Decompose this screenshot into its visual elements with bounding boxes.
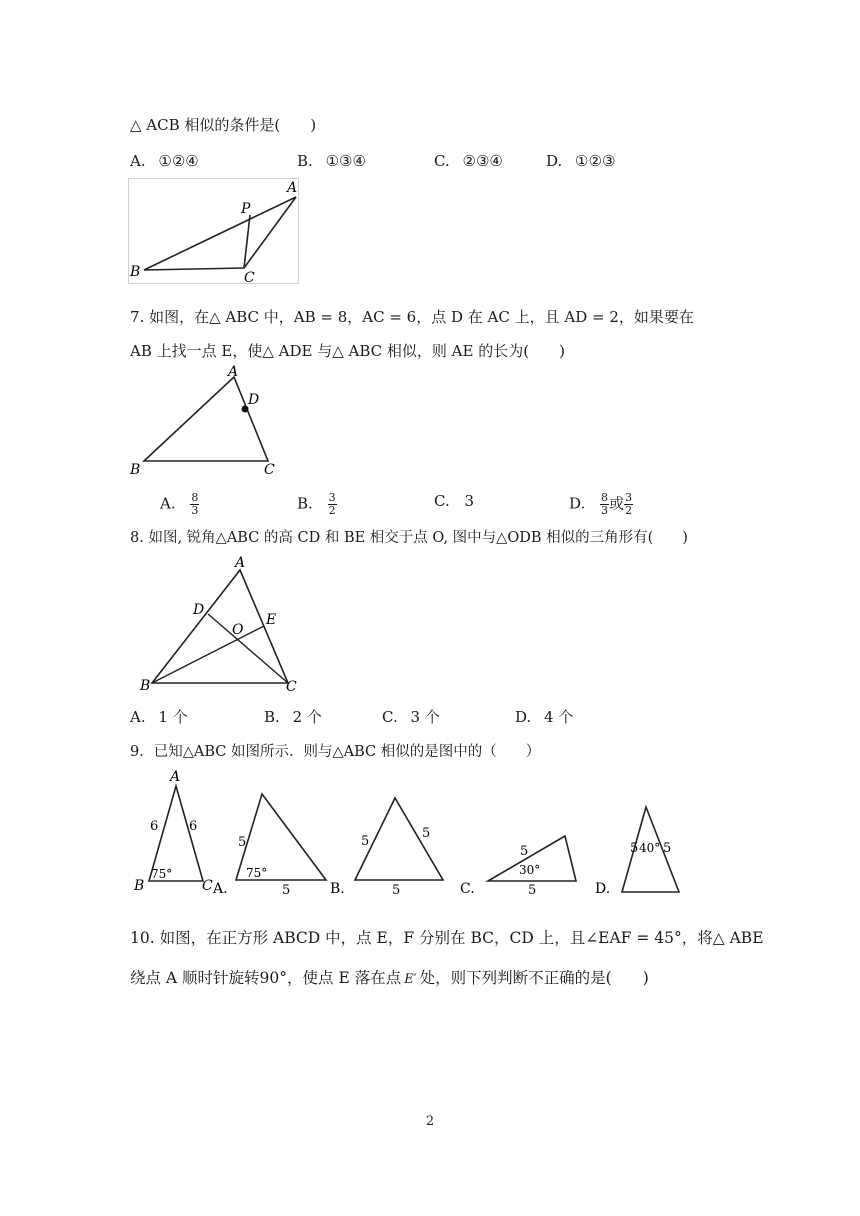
option-a-letter: A. [213, 881, 228, 897]
option-letter: D. [515, 708, 532, 726]
q8-stem: 8. 如图, 锐角△ABC 的高 CD 和 BE 相交于点 O, 图中与△ODB 相似的三角形有( ) [130, 530, 688, 546]
option-letter: C. [434, 152, 450, 170]
q8-figure [138, 554, 308, 694]
option-letter: B. [264, 708, 280, 726]
denominator: 3 [191, 504, 199, 517]
side-right: 5 [663, 841, 672, 856]
q9-figures [128, 766, 688, 900]
q9-stem: 9．已知△ABC 如图所示．则与△ABC 相似的是图中的（ ） [130, 744, 541, 760]
q7-figure [128, 364, 288, 480]
fraction [328, 492, 337, 517]
label-a: A [235, 555, 246, 571]
option-text: 2 个 [292, 708, 322, 726]
option-letter: D. [546, 152, 563, 170]
label-d: D [193, 602, 205, 618]
q7-stem-line1: 7. 如图，在△ ABC 中，AB = 8，AC = 6，点 D 在 AC 上，且 AD = 2，如果要在 [130, 308, 694, 326]
q7-option-d [569, 492, 633, 517]
altitude-be [152, 626, 264, 683]
side-base: 5 [528, 883, 537, 898]
q7-stem-line2: AB 上找一点 E，使△ ADE 与△ ABC 相似，则 AE 的长为( ) [130, 342, 565, 360]
q10-stem-line2 [130, 966, 649, 988]
page-number: 2 [425, 1114, 435, 1129]
q8-option-b [264, 706, 322, 727]
option-text: ①③④ [325, 152, 366, 170]
label-c: C [244, 270, 255, 286]
label-c: C [202, 878, 213, 894]
label-b: B [140, 678, 151, 694]
q8-option-d [515, 706, 573, 727]
triangle-abc [144, 377, 268, 461]
triangle-main [133, 769, 213, 894]
q7-option-a [160, 492, 199, 517]
numerator: 3 [625, 491, 633, 504]
triangle-option-c [488, 836, 576, 898]
fraction [190, 492, 199, 517]
side-left: 5 [361, 834, 370, 849]
side-left: 5 [238, 835, 247, 850]
triangle-option-b [355, 798, 443, 898]
angle-apex: 40° [639, 841, 661, 855]
triangle-option-d [622, 807, 679, 892]
option-letter: C. [434, 492, 450, 510]
label-d: D [248, 392, 260, 408]
side-right: 5 [422, 826, 431, 841]
angle-base: 75° [246, 866, 268, 880]
option-c-letter: C. [460, 881, 475, 897]
q6-stem-tail: △ ACB 相似的条件是( ) [130, 116, 317, 134]
option-d-letter: D. [595, 881, 611, 897]
label-o: O [232, 622, 244, 638]
q8-option-a [130, 706, 188, 727]
denominator: 2 [625, 504, 633, 517]
q6-option-d [546, 152, 615, 170]
side-left: 5 [630, 841, 639, 856]
q10-stem-line1: 10. 如图，在正方形 ABCD 中，点 E，F 分别在 BC，CD 上，且∠EAF = 45°，将△ ABE [130, 929, 764, 947]
q6-option-a [130, 152, 199, 170]
numerator: 3 [328, 491, 336, 504]
option-text: 4 个 [544, 708, 574, 726]
option-letter: B. [297, 494, 313, 513]
denominator: 3 [601, 504, 609, 517]
triangle-abc [144, 197, 296, 270]
label-c: C [286, 679, 297, 695]
option-letter: A. [160, 494, 176, 513]
e-prime: E′ [404, 972, 417, 987]
q7-option-c [434, 492, 474, 510]
side-ab: 6 [150, 819, 159, 834]
fraction [624, 492, 633, 517]
angle-b: 75° [151, 867, 173, 881]
label-a: A [287, 180, 298, 196]
option-text: ①②③ [575, 152, 616, 170]
q6-option-c [434, 152, 503, 170]
option-text: ②③④ [462, 152, 503, 170]
option-letter: B. [297, 152, 313, 170]
label-b: B [134, 878, 145, 894]
label-e: E [266, 612, 277, 628]
label-b: B [130, 462, 141, 478]
numerator: 8 [191, 491, 199, 504]
label-c: C [264, 462, 275, 478]
option-letter: A. [130, 708, 146, 726]
q6-option-b [297, 152, 366, 170]
q10-line2-end: 处，则下列判断不正确的是( ) [419, 969, 649, 987]
option-text: 1 个 [158, 708, 188, 726]
option-text: 3 个 [410, 708, 440, 726]
label-a: A [170, 769, 181, 785]
option-text: 3 [464, 492, 475, 510]
option-letter: C. [382, 708, 398, 726]
triangle-option-a [236, 794, 326, 898]
side-ac: 6 [189, 819, 198, 834]
angle-base: 30° [519, 863, 541, 877]
option-letter: A. [130, 152, 146, 170]
q7-option-b [297, 492, 337, 517]
figure-frame [129, 179, 299, 284]
option-text: ①②④ [158, 152, 199, 170]
q8-option-c [382, 706, 440, 727]
option-b-letter: B. [330, 881, 345, 897]
label-b: B [130, 264, 141, 280]
label-p: P [241, 201, 251, 217]
or-word: 或 [609, 494, 625, 513]
q10-line2-start: 绕点 A 顺时针旋转90°，使点 E 落在点 [130, 969, 402, 987]
option-letter: D. [569, 494, 586, 513]
side-hyp: 5 [520, 844, 529, 859]
label-a: A [228, 364, 239, 380]
fraction [600, 492, 609, 517]
side-base: 5 [282, 883, 291, 898]
numerator: 8 [601, 491, 609, 504]
q6-figure [128, 178, 300, 284]
side-base: 5 [392, 883, 401, 898]
denominator: 2 [328, 504, 336, 517]
